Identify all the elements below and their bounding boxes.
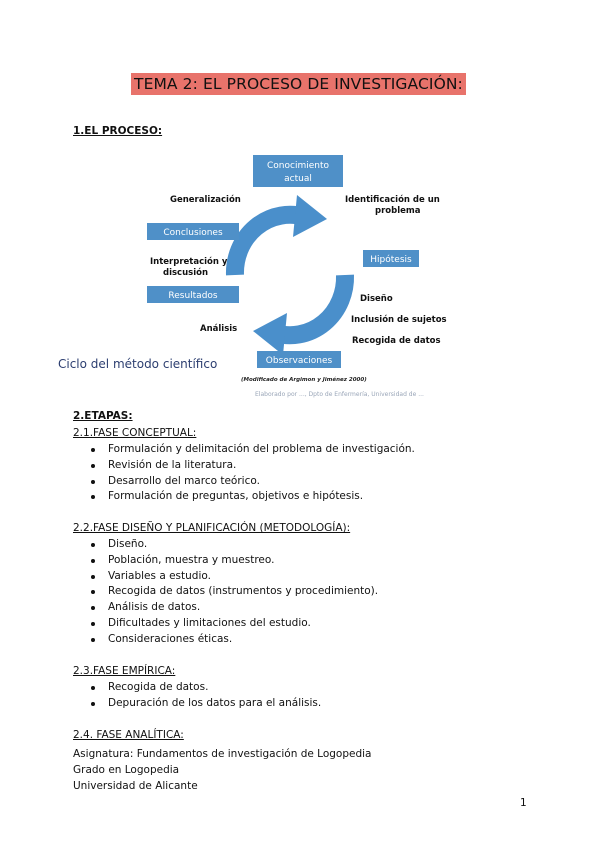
svg-text:Resultados: Resultados	[168, 291, 218, 301]
list-item: Variables a estudio.	[91, 569, 378, 585]
cycle-arrowhead-top	[293, 195, 327, 237]
list-item: Desarrollo del marco teórico.	[91, 474, 415, 490]
fase-analitica-heading: 2.4. FASE ANALÍTICA:	[73, 729, 184, 741]
footer-universidad: Universidad de Alicante	[73, 780, 198, 792]
diagram-source: (Modificado de Argimon y Jiménez 2000)	[241, 377, 367, 383]
page-number: 1	[520, 797, 527, 809]
fase-diseno-list	[91, 537, 378, 648]
svg-text:problema: problema	[375, 206, 421, 216]
label-identificacion: Identificación de un	[345, 195, 440, 205]
list-item: Dificultades y limitaciones del estudio.	[91, 616, 378, 632]
list-item: Análisis de datos.	[91, 600, 378, 616]
scientific-method-cycle-diagram	[58, 155, 455, 398]
footer-asignatura: Asignatura: Fundamentos de investigación de Logopedia	[73, 748, 372, 760]
label-generalizacion: Generalización	[170, 195, 241, 205]
fase-conceptual-heading: 2.1.FASE CONCEPTUAL:	[73, 427, 197, 439]
list-item: Consideraciones éticas.	[91, 632, 378, 648]
list-item: Diseño.	[91, 537, 378, 553]
footer-grado: Grado en Logopedia	[73, 764, 180, 776]
list-item: Recogida de datos (instrumentos y procedimiento).	[91, 584, 378, 600]
fase-empirica-heading: 2.3.FASE EMPÍRICA:	[73, 665, 176, 677]
list-item: Recogida de datos.	[91, 680, 321, 696]
label-diseno: Diseño	[360, 294, 393, 304]
box-conocimiento-text: Conocimiento	[267, 161, 329, 171]
section-heading-proceso: 1.EL PROCESO:	[73, 125, 163, 137]
label-interpretacion: Interpretación y	[150, 257, 228, 267]
svg-text:Observaciones: Observaciones	[265, 356, 333, 366]
list-item: Revisión de la literatura.	[91, 458, 415, 474]
fase-diseno-heading: 2.2.FASE DISEÑO Y PLANIFICACIÓN (METODOLOGÍA):	[73, 522, 351, 534]
page-title: TEMA 2: EL PROCESO DE INVESTIGACIÓN:	[131, 73, 466, 95]
diagram-title: Ciclo del método científico	[58, 357, 218, 371]
svg-text:discusión: discusión	[163, 268, 209, 278]
cycle-svg	[58, 155, 455, 391]
svg-text:Hipótesis: Hipótesis	[370, 255, 412, 265]
label-inclusion: Inclusión de sujetos	[351, 315, 447, 325]
label-analisis: Análisis	[200, 324, 238, 334]
section-heading-etapas: 2.ETAPAS:	[73, 410, 133, 422]
label-recogida: Recogida de datos	[352, 336, 441, 346]
list-item: Formulación de preguntas, objetivos e hipótesis.	[91, 489, 415, 505]
list-item: Formulación y delimitación del problema de investigación.	[91, 442, 415, 458]
list-item: Población, muestra y muestreo.	[91, 553, 378, 569]
cycle-arrowhead-bottom	[253, 313, 287, 355]
fase-empirica-list	[91, 680, 321, 712]
svg-text:actual: actual	[284, 174, 312, 184]
list-item: Depuración de los datos para el análisis.	[91, 696, 321, 712]
svg-text:Conclusiones: Conclusiones	[163, 228, 223, 238]
fase-conceptual-list	[91, 442, 415, 505]
diagram-caption: Elaborado por ..., Dpto de Enfermería, Universidad de ...	[255, 391, 424, 398]
